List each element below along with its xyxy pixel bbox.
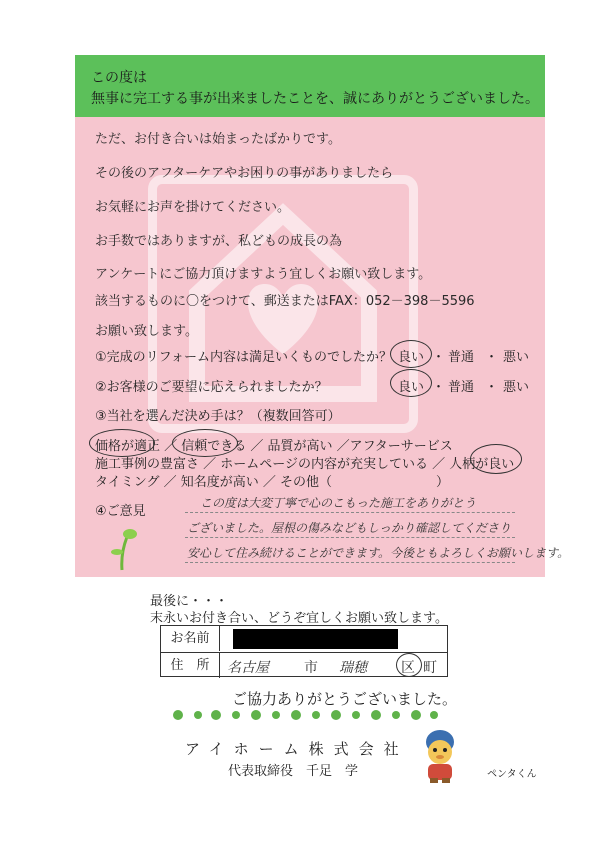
- q1-option-normal[interactable]: 普通: [448, 350, 475, 365]
- q3-circle-personality: [470, 444, 522, 474]
- address-cho: 町: [423, 660, 437, 676]
- question-3: ③当社を選んだ決め手は？（複数回答可）: [95, 409, 341, 424]
- q3-options-line2[interactable]: 施工事例の豊富さ ／ ホームページの内容が充実している ／ 人柄が良い: [95, 457, 515, 472]
- thanks-message: ご協力ありがとうございました。: [232, 690, 458, 708]
- address-shi: 市: [304, 660, 318, 676]
- q1-option-bad[interactable]: 悪い: [503, 350, 530, 365]
- address-city: 名古屋: [227, 660, 269, 676]
- closing-line1: 最後に・・・: [150, 594, 229, 609]
- survey-panel: [75, 117, 570, 577]
- q1-option-good[interactable]: 良い: [398, 350, 425, 365]
- opinion-underline-3: [185, 562, 515, 563]
- header-banner: [75, 55, 545, 117]
- intro-line-6: 該当するものに〇をつけて、郵送またはFAX：052－398－5596: [95, 294, 475, 309]
- opinion-line-1: この度は大変丁寧で心のこもった施工をありがとう: [200, 496, 477, 510]
- company-name: アイホーム株式会社: [185, 740, 409, 758]
- opinion-underline-2: [185, 537, 515, 538]
- intro-line-3: お気軽にお声を掛けてください。: [95, 200, 291, 215]
- opinion-line-3: 安心して住み続けることができます。今後ともよろしくお願いします。: [187, 546, 570, 560]
- question-2: ②お客様のご要望に応えられましたか？: [95, 380, 328, 395]
- contact-table: [160, 625, 448, 677]
- intro-line-4: お手数ではありますが、私どもの成長の為: [95, 234, 343, 249]
- closing-line2: 末永いお付き合い、どうぞ宜しくお願い致します。: [150, 611, 448, 626]
- q2-option-bad[interactable]: 悪い: [503, 380, 530, 395]
- representative-name: 代表取締役 千足 学: [228, 764, 359, 779]
- intro-line-7: お願い致します。: [95, 324, 198, 339]
- q1-answer-circle: [390, 340, 432, 368]
- q3-circle-trust: [172, 429, 238, 457]
- q2-sep-1: ・: [432, 380, 446, 395]
- opinion-line-2: ございました。屋根の傷みなどもしっかり確認してくださり: [187, 521, 512, 535]
- question-4: ④ご意見: [95, 504, 146, 519]
- address-ku: 区: [401, 660, 415, 676]
- q3-options-line3[interactable]: タイミング ／ 知名度が高い ／ その他（ ）: [95, 475, 450, 490]
- name-label: お名前: [161, 626, 220, 651]
- header-line2: 無事に完工する事が出来ましたことを、誠にありがとうございました。: [91, 91, 539, 107]
- mascot-icon: [418, 728, 462, 784]
- name-row: [161, 626, 447, 651]
- q2-sep-2: ・: [485, 380, 499, 395]
- q1-sep-1: ・: [432, 350, 446, 365]
- sprout-icon: [97, 522, 147, 572]
- intro-line-1: ただ、お付き合いは始まったばかりです。: [95, 132, 341, 147]
- mascot-label: ペンタくん: [487, 769, 537, 780]
- address-label: 住 所: [161, 653, 220, 678]
- header-line1: この度は: [91, 70, 147, 86]
- opinion-underline-1: [185, 512, 515, 513]
- clover-row-icon: [170, 708, 440, 722]
- address-ward: 瑞穂: [339, 660, 367, 676]
- address-row: [161, 652, 447, 678]
- ward-circle: [396, 653, 422, 677]
- intro-line-5: アンケートにご協力頂けますよう宜しくお願い致します。: [95, 267, 432, 282]
- q2-option-good[interactable]: 良い: [398, 380, 425, 395]
- q3-circle-price: [89, 429, 155, 457]
- question-1: ①完成のリフォーム内容は満足いくものでしたか？: [95, 350, 393, 365]
- q3-options-line1[interactable]: 価格が適正 ／ 信頼できる ／ 品質が高い ／アフターサービス: [95, 439, 453, 454]
- q2-option-normal[interactable]: 普通: [448, 380, 475, 395]
- name-redaction: [233, 629, 398, 649]
- q2-answer-circle: [390, 369, 432, 397]
- intro-line-2: その後のアフターケアやお困りの事がありましたら: [95, 166, 394, 181]
- q1-sep-2: ・: [485, 350, 499, 365]
